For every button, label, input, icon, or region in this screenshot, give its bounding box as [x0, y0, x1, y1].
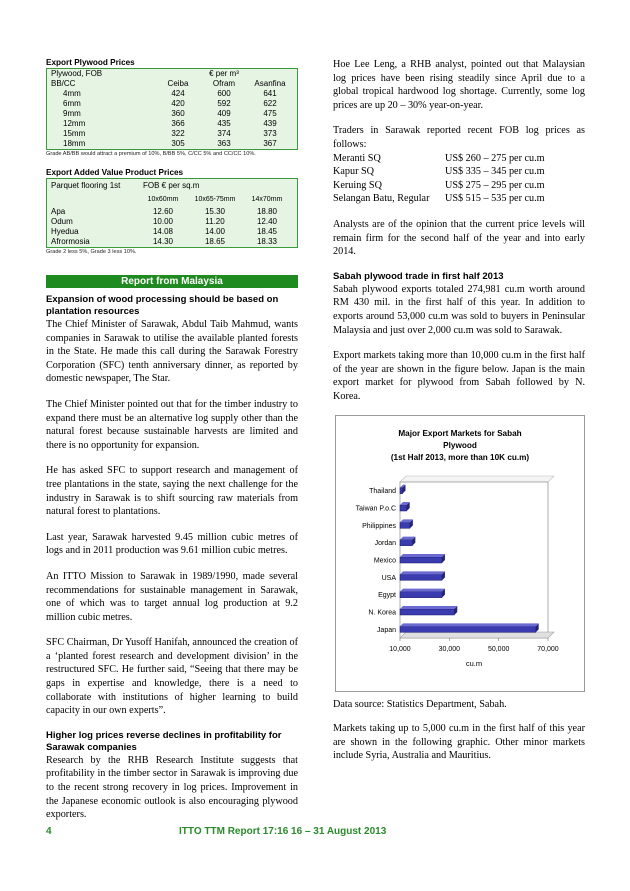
- table-row: [47, 237, 297, 247]
- table-cell: 4mm: [63, 89, 81, 98]
- table-cell: 439: [263, 119, 277, 128]
- log-price-list: [333, 152, 585, 206]
- table-cell: 18.45: [256, 227, 278, 236]
- category-label: Jordan: [374, 540, 396, 548]
- table-cell: 14.30: [152, 237, 174, 246]
- bar-top: [400, 554, 445, 557]
- para-export-markets: Export markets taking more than 10,000 cu.m in the first half of the year are shown in the figure below. Japan is the main export market for plywood from Sabah followed by N. Korea.: [333, 350, 585, 402]
- table-cell: 600: [217, 89, 231, 98]
- table-header-cell: BB/CC: [51, 79, 76, 88]
- table-header-cell: 10x65-75mm: [194, 196, 236, 203]
- price-row: [333, 192, 585, 206]
- table-cell: 14.08: [152, 227, 174, 236]
- export-markets-chart: [335, 415, 585, 692]
- table-cell: 363: [217, 139, 231, 148]
- table-cell: Apa: [51, 207, 66, 216]
- bar-usa: [400, 575, 442, 581]
- price-species: Selangan Batu, Regular: [333, 193, 430, 205]
- table-row: [47, 207, 297, 217]
- table-header-cell: € per m³: [209, 69, 239, 78]
- left-column: [46, 58, 298, 834]
- table-cell: 475: [263, 109, 277, 118]
- table-cell: 11.20: [205, 217, 225, 226]
- bar-n-korea: [400, 609, 454, 615]
- table-row: [47, 139, 297, 149]
- chart-title-line: Major Export Markets for Sabah: [398, 429, 522, 439]
- bar-mexico: [400, 557, 442, 563]
- table-header-cell: Ofram: [212, 79, 236, 88]
- table-row: [47, 119, 297, 129]
- table-cell: 12.40: [256, 217, 278, 226]
- table-cell: 12mm: [63, 119, 86, 128]
- table-cell: 592: [217, 99, 231, 108]
- bar-top: [400, 589, 445, 592]
- table-cell: 424: [171, 89, 185, 98]
- table-header-cell: 14x70mm: [251, 196, 283, 203]
- table-header-row: [47, 193, 297, 207]
- plywood-note: Grade AB/BB would attract a premium of 10%, B/BB 5%, C/CC 5% and CC/CC 10%.: [46, 151, 256, 157]
- bar-japan: [400, 627, 536, 633]
- table-row: [47, 129, 297, 139]
- table-header-cell: Ceiba: [167, 79, 189, 88]
- table-cell: 15.30: [204, 207, 226, 216]
- table-cell: Odum: [51, 217, 73, 226]
- table-row: [47, 89, 297, 99]
- plywood-price-table: [46, 68, 298, 150]
- table-cell: 420: [171, 99, 185, 108]
- table-cell: 9mm: [63, 109, 81, 118]
- parquet-table-title: Export Added Value Product Prices: [46, 168, 184, 177]
- bar-top: [400, 606, 457, 609]
- category-label: Philippines: [362, 523, 396, 531]
- para-rhb-research: Research by the RHB Research Institute suggests that profitability in the timber sector in Sarawak is improving due to the recent strong recovery in log prices. Improvement in the Japanese economic outlook is also encouraging plywood exporters.: [46, 754, 298, 821]
- table-cell: 14.00: [204, 227, 226, 236]
- x-tick-label: 50,000: [487, 646, 510, 654]
- table-cell: 622: [263, 99, 277, 108]
- table-cell: Hyedua: [51, 227, 79, 236]
- table-cell: 366: [171, 119, 185, 128]
- para-chief-minister: The Chief Minister of Sarawak, Abdul Taib Mahmud, wants companies in Sarawak to utilise the available planted forests in the State. He made this call during the Sarawak Forestry Corporation (SFC) tenth anniversary dinner, as reported by domestic newspaper, The Star.: [46, 319, 298, 385]
- table-cell: 641: [263, 89, 277, 98]
- heading-log-prices: Higher log prices reverse declines in profitability for Sarawak companies: [46, 729, 282, 753]
- para-itto-mission: An ITTO Mission to Sarawak in 1989/1990, made several recommendations for sustainable management in Sarawak, one of which was to target annual log production at 9.2 million cubic metres.: [46, 570, 298, 623]
- table-row: [47, 227, 297, 237]
- category-label: Egypt: [378, 592, 396, 600]
- category-label: Japan: [376, 627, 396, 635]
- price-value: US$ 335 – 345 per cu.m: [445, 166, 545, 178]
- table-cell: 373: [263, 129, 277, 138]
- para-outlook: Analysts are of the opinion that the current price levels will remain firm for the second half of the year and into early 2014.: [333, 218, 585, 258]
- bar-taiwan-p-o-c: [400, 505, 407, 511]
- bar-philippines: [400, 523, 410, 529]
- table-header-cell: [51, 193, 137, 207]
- parquet-price-table: [46, 178, 298, 248]
- chart-title-line: (1st Half 2013, more than 10K cu.m): [390, 453, 530, 463]
- table-cell: 18.80: [256, 207, 278, 216]
- chart-floor: [400, 632, 554, 638]
- category-label: Mexico: [373, 557, 396, 565]
- price-species: Keruing SQ: [333, 179, 382, 191]
- table-header-cell: Parquet flooring 1st: [51, 181, 121, 190]
- x-axis-label: cu.m: [465, 659, 483, 669]
- bar-thailand: [400, 488, 402, 494]
- table-cell: 374: [217, 129, 231, 138]
- price-value: US$ 260 – 275 per cu.m: [445, 152, 545, 164]
- price-value: US$ 515 – 535 per cu.m: [445, 193, 545, 205]
- para-sabah-exports: Sabah plywood exports totaled 274,981 cu.m worth around RM 430 mil. in the first half of this year. In addition to exports around 53,000 cu.m was sold to buyers in Peninsular Malaysia and just over 2,000 cu.m was sold to Sarawak.: [333, 283, 585, 336]
- heading-expansion: Expansion of wood processing should be based on plantation resources: [46, 294, 279, 317]
- table-cell: 10.00: [152, 217, 174, 226]
- table-header-row: [47, 69, 297, 79]
- table-header-cell: Asanfina: [254, 79, 286, 88]
- bar-top: [400, 572, 445, 575]
- para-minor-markets: Markets taking up to 5,000 cu.m in the first half of this year are shown in the following graphic. Other minor markets include Syria, Australia and Mauritius.: [333, 723, 585, 762]
- table-cell: 18mm: [63, 139, 86, 148]
- heading-sabah-plywood: Sabah plywood trade in first half 2013: [333, 270, 504, 282]
- bar-egypt: [400, 592, 442, 598]
- bar-jordan: [400, 540, 412, 546]
- x-tick-label: 30,000: [438, 646, 461, 654]
- section-banner: Report from Malaysia: [46, 275, 298, 288]
- report-title: ITTO TTM Report 17:16 16 – 31 August 2013: [179, 826, 387, 837]
- para-traders: Traders in Sarawak reported recent FOB log prices as follows:: [333, 125, 585, 150]
- category-label: USA: [381, 575, 396, 583]
- para-analyst: Hoe Lee Leng, a RHB analyst, pointed out that Malaysian log prices have been rising steadily since April due to a global tropical hardwood log shortage. Currently, some log prices are up 20 – 30% year-on-year.: [333, 59, 585, 111]
- price-row: [333, 152, 585, 166]
- table-cell: 435: [217, 119, 231, 128]
- para-harvest: Last year, Sarawak harvested 9.45 million cubic metres of logs and in 2011 production was 9.61 million cubic metres.: [46, 531, 298, 557]
- table-cell: 15mm: [63, 129, 86, 138]
- table-header-cell: FOB € per sq.m: [143, 181, 200, 190]
- table-row: [47, 217, 297, 227]
- table-cell: 360: [171, 109, 185, 118]
- table-cell: 367: [263, 139, 277, 148]
- category-label: Thailand: [369, 488, 396, 496]
- table-cell: Afrormosia: [51, 237, 90, 246]
- plywood-table-title: Export Plywood Prices: [46, 58, 135, 67]
- page-number: 4: [46, 826, 52, 837]
- data-source: Data source: Statistics Department, Sabah.: [333, 699, 507, 711]
- table-cell: 18.65: [204, 237, 226, 246]
- table-cell: 6mm: [63, 99, 81, 108]
- table-header-row: [47, 79, 297, 89]
- table-cell: 18.33: [256, 237, 278, 246]
- table-row: [47, 99, 297, 109]
- x-tick-label: 10,000: [389, 646, 411, 654]
- price-species: Meranti SQ: [333, 152, 381, 164]
- chart-title-line: Plywood: [443, 441, 477, 451]
- price-species: Kapur SQ: [333, 166, 375, 178]
- table-cell: 305: [171, 139, 185, 148]
- parquet-note: Grade 2 less 5%, Grade 3 less 10%.: [46, 249, 137, 255]
- price-value: US$ 275 – 295 per cu.m: [445, 179, 545, 191]
- table-header-cell: 10x60mm: [147, 196, 179, 203]
- chart-wall-top: [400, 476, 554, 482]
- table-row: [47, 109, 297, 119]
- price-row: [333, 165, 585, 179]
- x-tick-label: 70,000: [537, 646, 559, 654]
- right-column: [333, 58, 585, 775]
- table-header-cell: Plywood, FOB: [51, 69, 103, 78]
- para-sfc-research: He has asked SFC to support research and management of tree plantations in the state, saying the next challenge for the industry in Sarawak is to shift sourcing raw materials from natural forest to plantations.: [46, 465, 298, 518]
- para-sfc-chairman: SFC Chairman, Dr Yusoff Hanifah, announced the creation of a ‘planted forest research and development division’ in the restructured SFC. He further said, “Seeing that there may be gaps in expertise and knowledge, there is a need to collaborate with institutions of higher learning to build capacity in our own experts”.: [46, 637, 298, 717]
- table-header-row: [47, 179, 297, 193]
- bar-top: [400, 624, 539, 627]
- table-cell: 409: [217, 109, 231, 118]
- para-alternative-supply: The Chief Minister pointed out that for the timber industry to expand there must be an alternative log supply other than the natural forest because sustainable harvests are limited and there is no opportunity for expansion.: [46, 398, 298, 451]
- table-cell: 12.60: [152, 207, 174, 216]
- page-footer: [46, 826, 586, 837]
- table-cell: 322: [171, 129, 185, 138]
- chart-svg: [336, 416, 584, 691]
- category-label: Taiwan P.o.C: [355, 505, 396, 513]
- category-label: N. Korea: [368, 609, 396, 617]
- price-row: [333, 179, 585, 193]
